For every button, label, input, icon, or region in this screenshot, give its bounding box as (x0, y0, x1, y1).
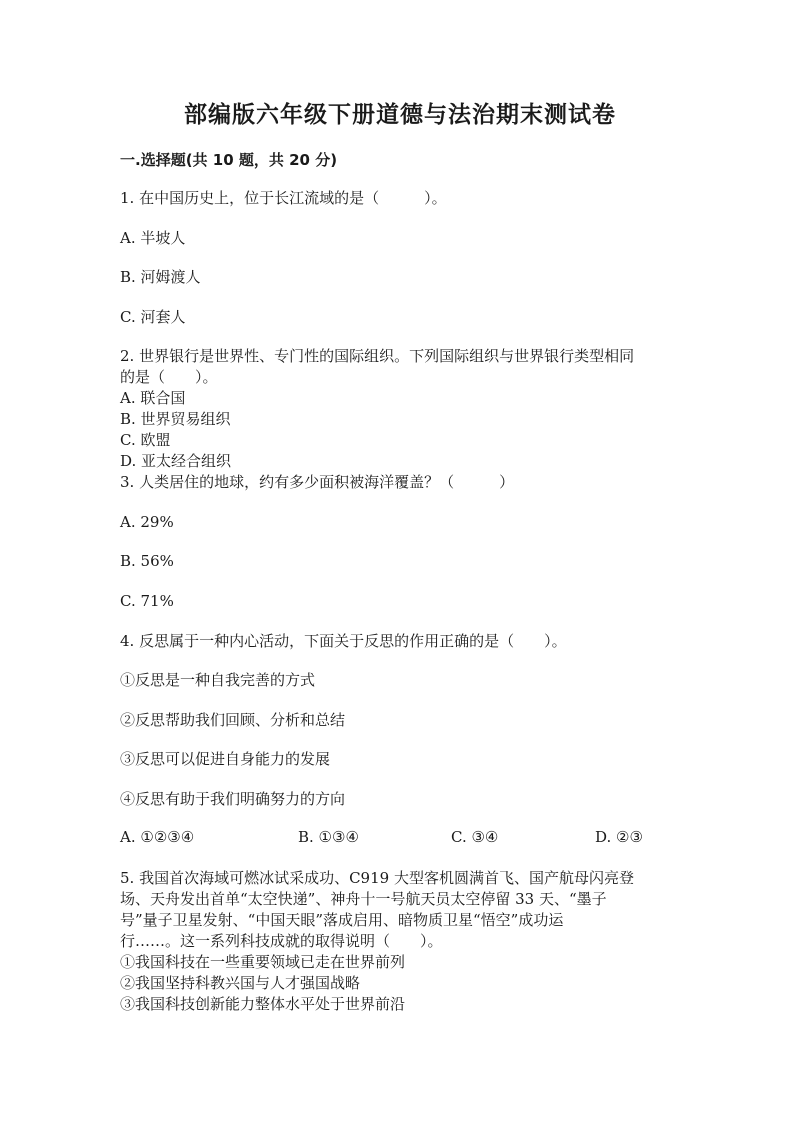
question-3-option-c: C. 71% (120, 592, 174, 610)
question-2-option-c: C. 欧盟 (120, 431, 171, 449)
question-1-stem: 1. 在中国历史上，位于长江流域的是（ ）。 (120, 189, 447, 207)
question-5-stem-line-3: 号”量子卫星发射、“中国天眼”落成启用、暗物质卫星“悟空”成功运 (120, 911, 564, 929)
question-4-statement-2: ②反思帮助我们回顾、分析和总结 (120, 711, 346, 729)
page-title: 部编版六年级下册道德与法治期末测试卷 (184, 102, 616, 128)
question-2-stem-line-2: 的是（ ）。 (120, 368, 218, 386)
question-5-stem-line-1: 5. 我国首次海域可燃冰试采成功、C919 大型客机圆满首飞、国产航母闪亮登 (120, 869, 634, 887)
question-4-statement-4: ④反思有助于我们明确努力的方向 (120, 790, 346, 808)
question-3-option-a: A. 29% (120, 513, 174, 531)
section-heading: 一.选择题(共 10 题，共 20 分) (120, 151, 338, 169)
question-1-option-b: B. 河姆渡人 (120, 268, 201, 286)
question-2-stem-line-1: 2. 世界银行是世界性、专门性的国际组织。下列国际组织与世界银行类型相同 (120, 347, 635, 365)
question-4-option-b: B. ①③④ (298, 828, 359, 846)
question-1-option-a: A. 半坡人 (120, 229, 186, 247)
question-2-option-a: A. 联合国 (120, 389, 186, 407)
question-2-option-d: D. 亚太经合组织 (120, 452, 232, 470)
question-2-option-b: B. 世界贸易组织 (120, 410, 231, 428)
question-4-option-a: A. ①②③④ (120, 828, 195, 846)
question-3-option-b: B. 56% (120, 552, 174, 570)
question-4-option-d: D. ②③ (595, 828, 643, 846)
question-5-statement-3: ③我国科技创新能力整体水平处于世界前沿 (120, 995, 406, 1013)
question-4-options (120, 828, 680, 848)
question-5-statement-1: ①我国科技在一些重要领域已走在世界前列 (120, 953, 406, 971)
question-5-statement-2: ②我国坚持科教兴国与人才强国战略 (120, 974, 361, 992)
question-4-stem: 4. 反思属于一种内心活动，下面关于反思的作用正确的是（ ）。 (120, 632, 567, 650)
question-4-option-c: C. ③④ (451, 828, 499, 846)
question-5-stem-line-4: 行……。这一系列科技成就的取得说明（ ）。 (120, 932, 443, 950)
question-5-stem-line-2: 场、天舟发出首单“太空快递”、神舟十一号航天员太空停留 33 天、“墨子 (120, 890, 607, 908)
question-1-option-c: C. 河套人 (120, 308, 186, 326)
question-3-stem: 3. 人类居住的地球，约有多少面积被海洋覆盖？（ ） (120, 473, 515, 491)
question-4-statement-3: ③反思可以促进自身能力的发展 (120, 750, 331, 768)
question-4-statement-1: ①反思是一种自我完善的方式 (120, 671, 316, 689)
